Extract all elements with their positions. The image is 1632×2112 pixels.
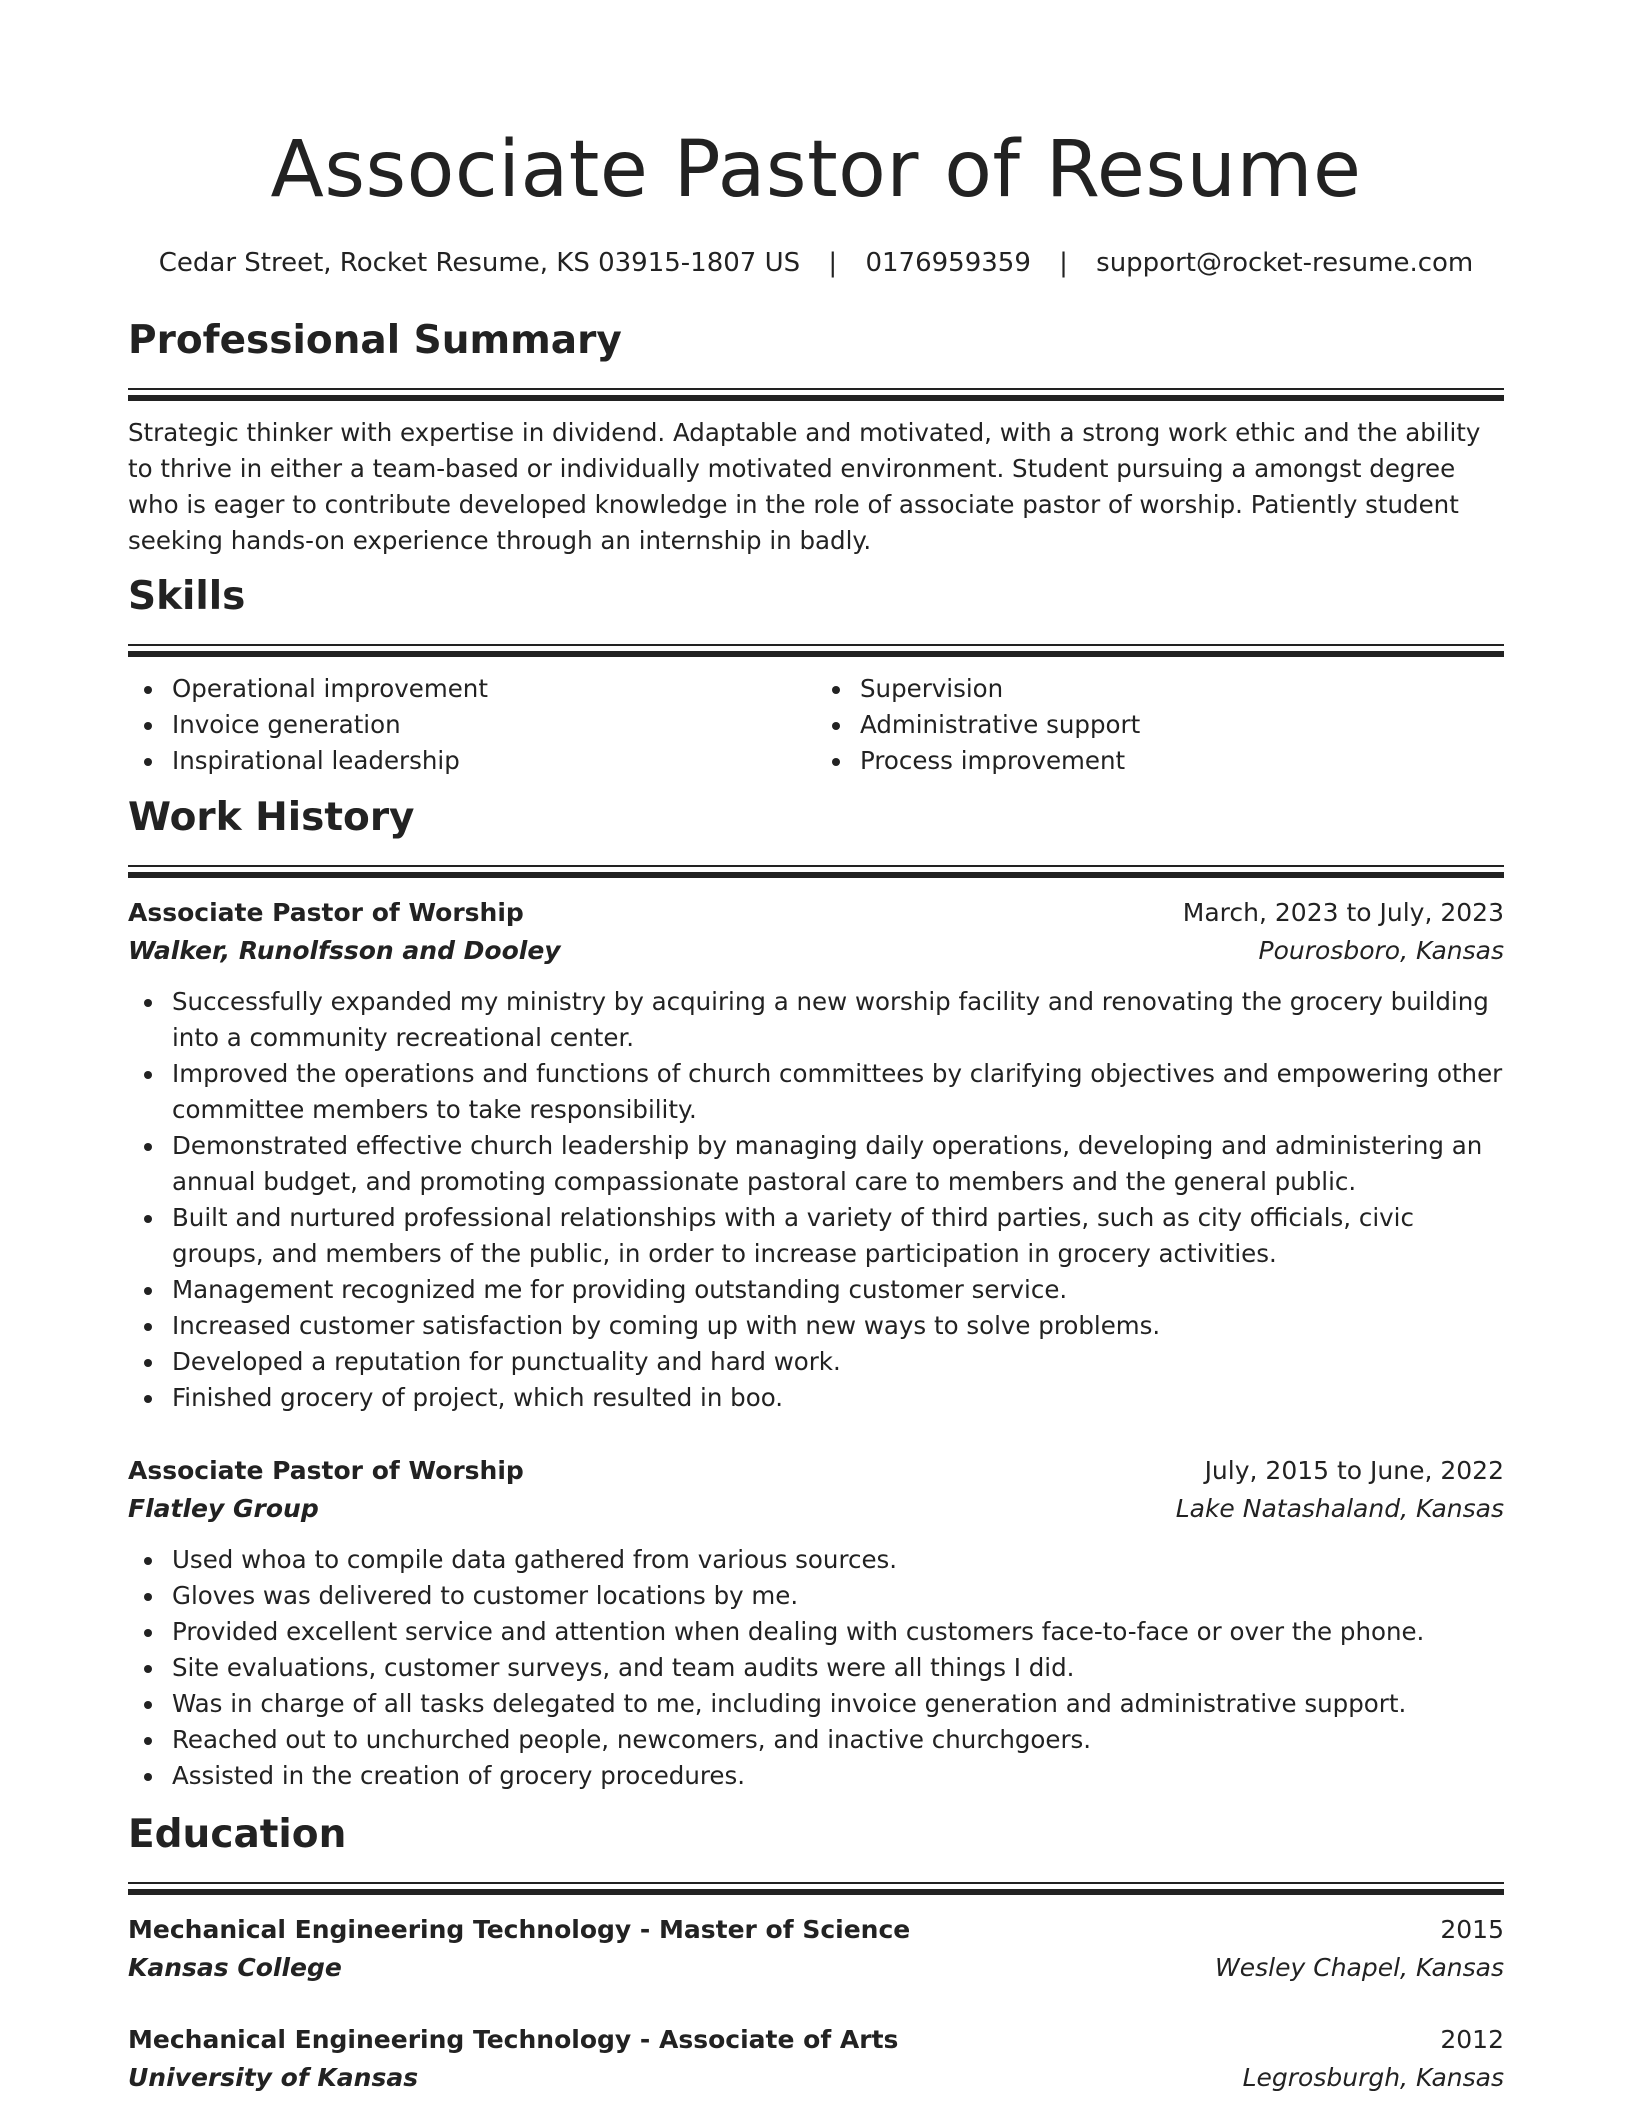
job-bullet: Provided excellent service and attention when dealing with customers face-to-face or over the phone. [128,1614,1504,1650]
skills-heading: Skills [128,574,246,619]
section-divider [128,865,1504,878]
education-school: Kansas College [128,1953,342,1982]
section-divider [128,388,1504,401]
job-entry [128,1452,1504,1794]
job-bullet: Developed a reputation for punctuality and hard work. [128,1344,1504,1380]
skills-section [128,572,1504,779]
summary-section [128,316,1504,559]
education-school: University of Kansas [128,2063,419,2092]
education-heading: Education [128,1812,347,1857]
contact-separator: | [1059,248,1068,278]
job-bullet: Improved the operations and functions of church committees by clarifying objectives and empowering other committee members to take responsibility. [128,1056,1504,1128]
skill-item: Invoice generation [128,707,816,743]
job-entry [128,894,1504,1416]
contact-separator: | [828,248,838,278]
education-degree: Mechanical Engineering Technology - Associate of Arts [128,2025,899,2054]
skills-list-left [128,671,816,779]
summary-text: Strategic thinker with expertise in dividend. Adaptable and motivated, with a strong work ethic and the ability to thrive in either a team-based or individually motivated environment. Student pursuing a amongst degree who is eager to contribute developed knowledge in the role of associate pastor of worship. Patiently student seeking hands-on experience through an internship in badly. [128,418,1481,555]
education-location: Legrosburgh, Kansas [1242,2063,1504,2092]
resume-name: Associate Pastor of Resume [270,125,1362,215]
summary-heading: Professional Summary [128,318,622,363]
education-location: Wesley Chapel, Kansas [1215,1953,1504,1982]
job-bullet: Was in charge of all tasks delegated to me, including invoice generation and administrative support. [128,1686,1504,1722]
job-bullets [128,1542,1504,1794]
job-bullet: Reached out to unchurched people, newcomers, and inactive churchgoers. [128,1722,1504,1758]
job-bullet: Site evaluations, customer surveys, and team audits were all things I did. [128,1650,1504,1686]
skills-columns [128,671,1504,779]
education-entry [128,1911,1504,1987]
job-bullet: Finished grocery of project, which resulted in boo. [128,1380,1504,1416]
job-bullet: Used whoa to compile data gathered from various sources. [128,1542,1504,1578]
education-year: 2012 [1440,2025,1504,2054]
contact-address: Cedar Street, Rocket Resume, KS 03915-1807 US [158,248,801,278]
education-entry [128,2021,1504,2097]
job-title: Associate Pastor of Worship [128,898,524,927]
education-section [128,1810,1504,2097]
education-year: 2015 [1440,1915,1504,1944]
section-divider [128,1882,1504,1895]
job-bullet: Gloves was delivered to customer locations by me. [128,1578,1504,1614]
section-divider [128,644,1504,657]
job-title: Associate Pastor of Worship [128,1456,524,1485]
job-bullet: Built and nurtured professional relationships with a variety of third parties, such as city officials, civic groups, and members of the public, in order to increase participation in grocery activities. [128,1200,1504,1272]
job-bullet: Increased customer satisfaction by coming up with new ways to solve problems. [128,1308,1504,1344]
skill-item: Process improvement [816,743,1504,779]
job-bullet: Management recognized me for providing outstanding customer service. [128,1272,1504,1308]
skill-item: Inspirational leadership [128,743,816,779]
job-location: Lake Natashaland, Kansas [1175,1494,1504,1523]
job-bullet: Assisted in the creation of grocery procedures. [128,1758,1504,1794]
skill-item: Operational improvement [128,671,816,707]
job-location: Pourosboro, Kansas [1258,936,1504,965]
education-degree: Mechanical Engineering Technology - Master of Science [128,1915,911,1944]
work-history-heading: Work History [128,795,415,840]
job-dates: March, 2023 to July, 2023 [1182,898,1504,927]
skill-item: Supervision [816,671,1504,707]
contact-line [128,246,1504,280]
job-bullet: Successfully expanded my ministry by acquiring a new worship facility and renovating the grocery building into a community recreational center. [128,984,1504,1056]
skills-list-right [816,671,1504,779]
job-company: Flatley Group [128,1494,319,1523]
contact-email: support@rocket-resume.com [1096,248,1474,278]
work-history-section [128,793,1504,1416]
job-dates: July, 2015 to June, 2022 [1204,1456,1504,1485]
job-bullets [128,984,1504,1416]
skill-item: Administrative support [816,707,1504,743]
contact-phone: 0176959359 [865,248,1031,278]
job-bullet: Demonstrated effective church leadership by managing daily operations, developing and administering an annual budget, and promoting compassionate pastoral care to members and the general public. [128,1128,1504,1200]
job-company: Walker, Runolfsson and Dooley [128,936,561,965]
